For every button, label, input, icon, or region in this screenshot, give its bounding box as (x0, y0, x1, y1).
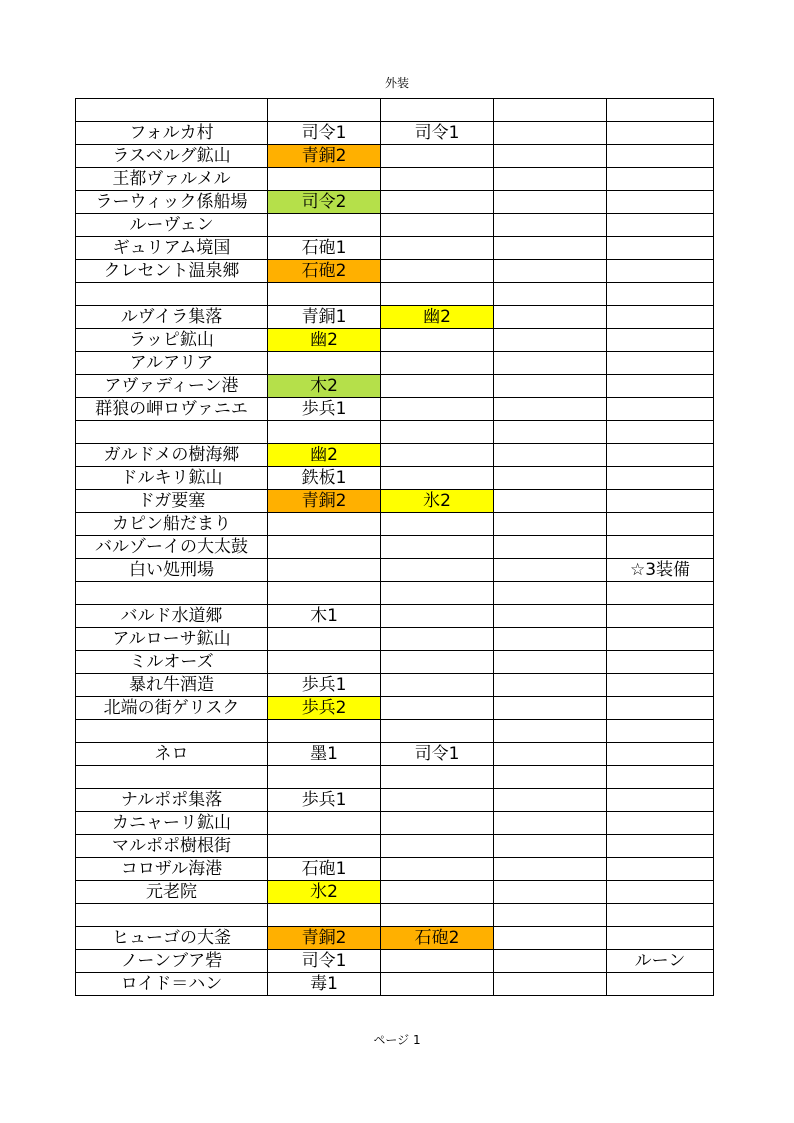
item-cell: 石砲1 (268, 858, 381, 881)
item-cell (607, 283, 714, 306)
table-row (76, 352, 714, 375)
item-cell (607, 329, 714, 352)
item-cell (494, 283, 607, 306)
item-cell: ☆3装備 (607, 559, 714, 582)
item-cell (494, 927, 607, 950)
item-cell (381, 559, 494, 582)
item-cell (268, 559, 381, 582)
table-row (76, 697, 714, 720)
item-cell (494, 467, 607, 490)
item-cell (268, 283, 381, 306)
item-cell (381, 766, 494, 789)
item-cell (607, 99, 714, 122)
item-cell (607, 582, 714, 605)
location-cell: ノーンブア砦 (76, 950, 268, 973)
item-cell (494, 99, 607, 122)
item-cell (381, 720, 494, 743)
item-cell (268, 352, 381, 375)
location-cell: ドルキリ鉱山 (76, 467, 268, 490)
item-cell (494, 490, 607, 513)
item-cell: 氷2 (381, 490, 494, 513)
table-row (76, 329, 714, 352)
item-cell (494, 973, 607, 996)
table-row (76, 99, 714, 122)
item-cell (607, 904, 714, 927)
item-cell: 司令1 (268, 950, 381, 973)
item-cell: 石砲2 (381, 927, 494, 950)
item-cell (381, 881, 494, 904)
item-cell (494, 766, 607, 789)
location-cell (76, 283, 268, 306)
location-cell: ルーヴェン (76, 214, 268, 237)
location-cell: カピン船だまり (76, 513, 268, 536)
item-cell (381, 467, 494, 490)
location-cell (76, 766, 268, 789)
table-row (76, 973, 714, 996)
item-cell (381, 352, 494, 375)
table-row (76, 835, 714, 858)
item-cell (381, 858, 494, 881)
table-row (76, 168, 714, 191)
location-cell (76, 99, 268, 122)
table-row (76, 191, 714, 214)
item-cell (494, 375, 607, 398)
item-cell (381, 214, 494, 237)
item-cell (381, 329, 494, 352)
item-cell (607, 536, 714, 559)
item-cell (381, 835, 494, 858)
table-row (76, 421, 714, 444)
table-row (76, 743, 714, 766)
location-cell (76, 720, 268, 743)
item-cell: 青銅2 (268, 490, 381, 513)
location-cell (76, 421, 268, 444)
item-cell (494, 214, 607, 237)
item-cell (607, 743, 714, 766)
table-row (76, 145, 714, 168)
item-cell (381, 789, 494, 812)
table-row (76, 674, 714, 697)
page-footer: ページ 1 (373, 1033, 421, 1047)
item-cell (607, 214, 714, 237)
table-row (76, 881, 714, 904)
item-cell (607, 858, 714, 881)
item-cell (381, 536, 494, 559)
item-cell (268, 812, 381, 835)
table-row (76, 858, 714, 881)
table-row (76, 950, 714, 973)
table-row (76, 766, 714, 789)
item-cell (381, 628, 494, 651)
item-cell: 鉄板1 (268, 467, 381, 490)
item-cell (607, 513, 714, 536)
item-cell (494, 122, 607, 145)
item-cell (381, 421, 494, 444)
table-row (76, 812, 714, 835)
item-cell (607, 766, 714, 789)
item-cell: 毒1 (268, 973, 381, 996)
table-row (76, 283, 714, 306)
location-cell: アルアリア (76, 352, 268, 375)
item-cell (268, 421, 381, 444)
location-cell: ラッピ鉱山 (76, 329, 268, 352)
item-cell (381, 950, 494, 973)
table-row (76, 122, 714, 145)
item-cell (494, 674, 607, 697)
item-cell (607, 697, 714, 720)
item-cell (607, 168, 714, 191)
location-cell: ナルポポ集落 (76, 789, 268, 812)
item-cell (607, 421, 714, 444)
location-cell: ルヴイラ集落 (76, 306, 268, 329)
table-row (76, 904, 714, 927)
location-cell: 北端の街ゲリスク (76, 697, 268, 720)
table-row (76, 628, 714, 651)
location-cell: マルポポ樹根街 (76, 835, 268, 858)
item-cell (607, 605, 714, 628)
item-cell (607, 490, 714, 513)
item-cell (494, 605, 607, 628)
item-cell (381, 904, 494, 927)
item-cell: 司令2 (268, 191, 381, 214)
table-row (76, 513, 714, 536)
item-cell (607, 375, 714, 398)
item-cell: ルーン (607, 950, 714, 973)
item-cell (268, 628, 381, 651)
item-cell (494, 306, 607, 329)
item-cell: 歩兵2 (268, 697, 381, 720)
item-cell (381, 398, 494, 421)
item-cell (494, 628, 607, 651)
location-cell: フォルカ村 (76, 122, 268, 145)
item-cell (494, 398, 607, 421)
item-cell (494, 168, 607, 191)
location-cell: コロザル海港 (76, 858, 268, 881)
location-cell: ネロ (76, 743, 268, 766)
item-cell (268, 904, 381, 927)
item-cell (381, 812, 494, 835)
table-row (76, 237, 714, 260)
item-cell (607, 352, 714, 375)
item-cell: 青銅2 (268, 145, 381, 168)
table-row (76, 605, 714, 628)
item-cell (381, 99, 494, 122)
table-row (76, 306, 714, 329)
location-cell: アヴァディーン港 (76, 375, 268, 398)
location-cell: ロイド＝ハン (76, 973, 268, 996)
item-cell (494, 260, 607, 283)
item-cell (381, 444, 494, 467)
table-row (76, 789, 714, 812)
item-cell: 歩兵1 (268, 674, 381, 697)
item-cell (268, 513, 381, 536)
item-cell (494, 191, 607, 214)
item-cell (268, 168, 381, 191)
table-row (76, 444, 714, 467)
item-cell (607, 444, 714, 467)
item-cell: 墨1 (268, 743, 381, 766)
spreadsheet-table (75, 98, 714, 996)
item-cell (494, 697, 607, 720)
item-cell (607, 789, 714, 812)
location-cell: 王都ヴァルメル (76, 168, 268, 191)
item-cell (268, 582, 381, 605)
item-cell: 木2 (268, 375, 381, 398)
table-row (76, 536, 714, 559)
item-cell (494, 743, 607, 766)
item-cell (607, 260, 714, 283)
item-cell: 歩兵1 (268, 789, 381, 812)
item-cell (607, 306, 714, 329)
item-cell (607, 122, 714, 145)
item-cell (494, 536, 607, 559)
item-cell: 幽2 (268, 444, 381, 467)
item-cell (494, 858, 607, 881)
table-row (76, 927, 714, 950)
item-cell (381, 145, 494, 168)
table-row (76, 559, 714, 582)
item-cell (607, 237, 714, 260)
item-cell (494, 904, 607, 927)
item-cell (268, 720, 381, 743)
item-cell: 司令1 (268, 122, 381, 145)
item-cell (494, 720, 607, 743)
location-cell: カニャーリ鉱山 (76, 812, 268, 835)
item-cell (381, 973, 494, 996)
item-cell (494, 950, 607, 973)
item-cell: 青銅2 (268, 927, 381, 950)
item-cell (381, 697, 494, 720)
item-cell (607, 881, 714, 904)
item-cell (494, 559, 607, 582)
item-cell: 司令1 (381, 743, 494, 766)
item-cell (268, 835, 381, 858)
location-cell: ギュリアム境国 (76, 237, 268, 260)
location-cell: ヒューゴの大釜 (76, 927, 268, 950)
item-cell (381, 168, 494, 191)
item-cell (494, 237, 607, 260)
item-cell: 歩兵1 (268, 398, 381, 421)
location-cell: バルド水道郷 (76, 605, 268, 628)
item-cell (268, 536, 381, 559)
item-cell (381, 674, 494, 697)
location-cell: バルゾーイの大太鼓 (76, 536, 268, 559)
location-cell: ミルオーズ (76, 651, 268, 674)
item-cell (268, 766, 381, 789)
location-cell: ラスベルグ鉱山 (76, 145, 268, 168)
item-cell (268, 99, 381, 122)
table-row (76, 651, 714, 674)
table-row (76, 375, 714, 398)
item-cell (607, 835, 714, 858)
item-cell (494, 812, 607, 835)
table-row (76, 214, 714, 237)
item-cell (381, 605, 494, 628)
item-cell (494, 835, 607, 858)
item-cell (607, 973, 714, 996)
item-cell (494, 789, 607, 812)
table-row (76, 467, 714, 490)
item-cell (607, 191, 714, 214)
item-cell (494, 582, 607, 605)
location-cell: 群狼の岬ロヴァニエ (76, 398, 268, 421)
item-cell: 石砲2 (268, 260, 381, 283)
table-row (76, 260, 714, 283)
item-cell: 木1 (268, 605, 381, 628)
item-cell (607, 628, 714, 651)
location-cell: アルローサ鉱山 (76, 628, 268, 651)
table-row (76, 398, 714, 421)
item-cell (494, 329, 607, 352)
table-body (76, 99, 714, 996)
item-cell (607, 145, 714, 168)
location-cell (76, 582, 268, 605)
location-cell: 白い処刑場 (76, 559, 268, 582)
item-cell (381, 513, 494, 536)
item-cell (607, 467, 714, 490)
page-header: 外装 (384, 76, 409, 90)
item-cell: 氷2 (268, 881, 381, 904)
location-cell: ドガ要塞 (76, 490, 268, 513)
item-cell (381, 651, 494, 674)
table-row (76, 720, 714, 743)
item-cell (381, 375, 494, 398)
item-cell (607, 674, 714, 697)
item-cell (607, 398, 714, 421)
item-cell (494, 651, 607, 674)
item-cell (268, 214, 381, 237)
item-cell (494, 421, 607, 444)
item-cell (381, 582, 494, 605)
item-cell (494, 513, 607, 536)
item-cell (381, 237, 494, 260)
item-cell: 司令1 (381, 122, 494, 145)
location-cell: クレセント温泉郷 (76, 260, 268, 283)
item-cell (607, 927, 714, 950)
item-cell (607, 720, 714, 743)
item-cell (494, 444, 607, 467)
item-cell (381, 260, 494, 283)
item-cell: 幽2 (268, 329, 381, 352)
location-cell: ガルドメの樹海郷 (76, 444, 268, 467)
location-cell (76, 904, 268, 927)
location-cell: ラーウィック係船場 (76, 191, 268, 214)
item-cell (494, 145, 607, 168)
item-cell (381, 191, 494, 214)
table-row (76, 582, 714, 605)
table-row (76, 490, 714, 513)
item-cell (494, 881, 607, 904)
location-cell: 元老院 (76, 881, 268, 904)
item-cell (494, 352, 607, 375)
item-cell (381, 283, 494, 306)
item-cell (268, 651, 381, 674)
item-cell: 青銅1 (268, 306, 381, 329)
item-cell (607, 812, 714, 835)
item-cell: 石砲1 (268, 237, 381, 260)
item-cell: 幽2 (381, 306, 494, 329)
location-cell: 暴れ牛酒造 (76, 674, 268, 697)
item-cell (607, 651, 714, 674)
